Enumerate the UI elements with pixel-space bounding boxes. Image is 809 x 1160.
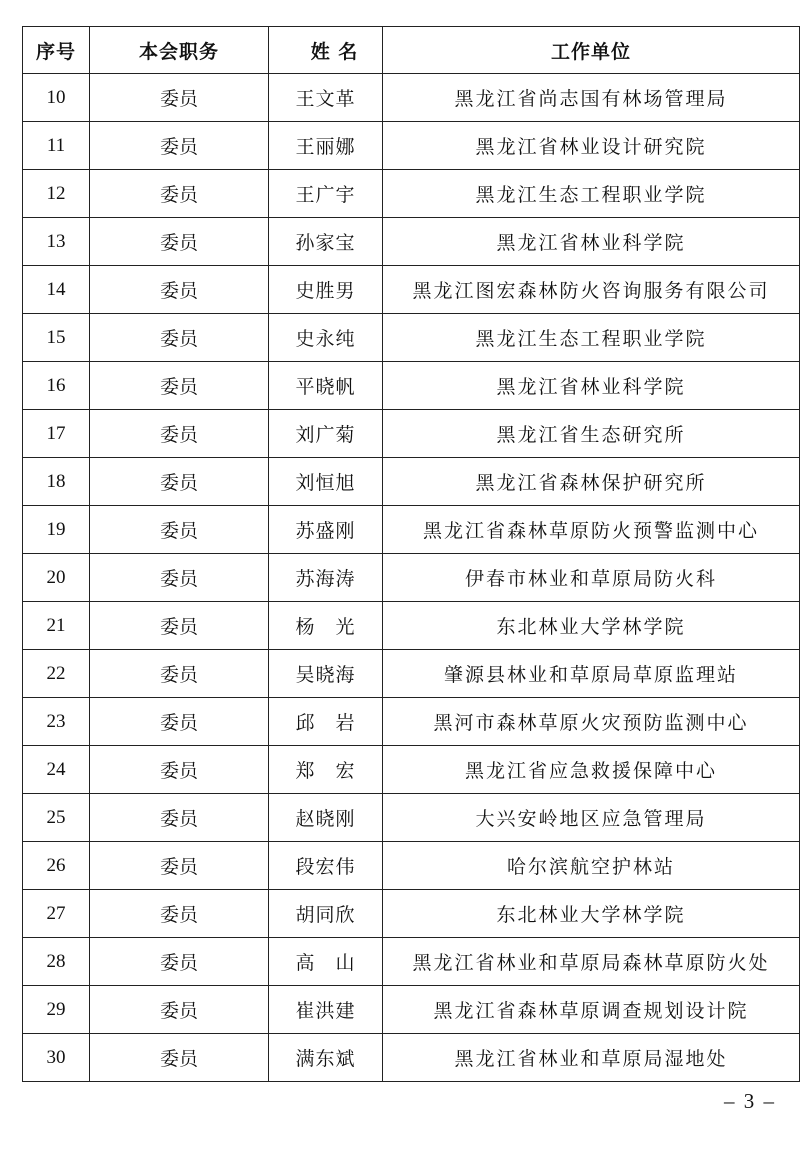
cell-name: 王丽娜 — [269, 122, 383, 170]
table-row — [23, 698, 800, 746]
cell-name: 刘广菊 — [269, 410, 383, 458]
table-row — [23, 218, 800, 266]
cell-serial-number: 25 — [23, 794, 90, 842]
cell-position: 委员 — [90, 266, 269, 314]
cell-serial-number: 17 — [23, 410, 90, 458]
table-row — [23, 266, 800, 314]
cell-serial-number: 19 — [23, 506, 90, 554]
cell-name: 史永纯 — [269, 314, 383, 362]
cell-work-unit: 黑龙江生态工程职业学院 — [383, 170, 800, 218]
cell-serial-number: 24 — [23, 746, 90, 794]
cell-work-unit: 黑龙江省尚志国有林场管理局 — [383, 74, 800, 122]
cell-name: 史胜男 — [269, 266, 383, 314]
cell-name: 段宏伟 — [269, 842, 383, 890]
cell-work-unit: 黑龙江图宏森林防火咨询服务有限公司 — [383, 266, 800, 314]
cell-name: 平晓帆 — [269, 362, 383, 410]
cell-serial-number: 26 — [23, 842, 90, 890]
cell-work-unit: 黑龙江省森林草原防火预警监测中心 — [383, 506, 800, 554]
cell-name: 崔洪建 — [269, 986, 383, 1034]
cell-work-unit: 黑龙江省生态研究所 — [383, 410, 800, 458]
cell-name: 高 山 — [269, 938, 383, 986]
cell-position: 委员 — [90, 170, 269, 218]
cell-work-unit: 黑龙江省森林草原调查规划设计院 — [383, 986, 800, 1034]
cell-position: 委员 — [90, 890, 269, 938]
cell-position: 委员 — [90, 842, 269, 890]
cell-work-unit: 黑河市森林草原火灾预防监测中心 — [383, 698, 800, 746]
cell-work-unit: 黑龙江省林业科学院 — [383, 362, 800, 410]
table-row — [23, 170, 800, 218]
cell-name: 刘恒旭 — [269, 458, 383, 506]
cell-position: 委员 — [90, 506, 269, 554]
cell-work-unit: 黑龙江省林业科学院 — [383, 218, 800, 266]
table-row — [23, 314, 800, 362]
cell-work-unit: 东北林业大学林学院 — [383, 602, 800, 650]
cell-work-unit: 黑龙江生态工程职业学院 — [383, 314, 800, 362]
cell-position: 委员 — [90, 74, 269, 122]
cell-work-unit: 黑龙江省林业和草原局森林草原防火处 — [383, 938, 800, 986]
cell-position: 委员 — [90, 314, 269, 362]
cell-serial-number: 23 — [23, 698, 90, 746]
cell-position: 委员 — [90, 122, 269, 170]
cell-position: 委员 — [90, 794, 269, 842]
cell-serial-number: 21 — [23, 602, 90, 650]
page-number: – 3 – — [724, 1089, 776, 1113]
cell-serial-number: 20 — [23, 554, 90, 602]
table-header — [23, 27, 800, 74]
cell-name: 王广宇 — [269, 170, 383, 218]
cell-serial-number: 28 — [23, 938, 90, 986]
header-serial-number: 序号 — [23, 27, 90, 74]
cell-position: 委员 — [90, 458, 269, 506]
cell-position: 委员 — [90, 650, 269, 698]
table-row — [23, 794, 800, 842]
cell-serial-number: 12 — [23, 170, 90, 218]
table-row — [23, 554, 800, 602]
cell-serial-number: 18 — [23, 458, 90, 506]
cell-position: 委员 — [90, 362, 269, 410]
cell-serial-number: 10 — [23, 74, 90, 122]
table-row — [23, 410, 800, 458]
cell-work-unit: 大兴安岭地区应急管理局 — [383, 794, 800, 842]
table-row — [23, 122, 800, 170]
header-position: 本会职务 — [90, 27, 269, 74]
cell-work-unit: 哈尔滨航空护林站 — [383, 842, 800, 890]
cell-work-unit: 黑龙江省应急救援保障中心 — [383, 746, 800, 794]
cell-serial-number: 27 — [23, 890, 90, 938]
cell-position: 委员 — [90, 746, 269, 794]
cell-name: 吴晓海 — [269, 650, 383, 698]
cell-name: 邱 岩 — [269, 698, 383, 746]
cell-serial-number: 15 — [23, 314, 90, 362]
table-body — [23, 74, 800, 1082]
cell-name: 苏海涛 — [269, 554, 383, 602]
table-row — [23, 890, 800, 938]
member-table — [22, 26, 800, 1082]
cell-position: 委员 — [90, 554, 269, 602]
cell-position: 委员 — [90, 938, 269, 986]
cell-work-unit: 伊春市林业和草原局防火科 — [383, 554, 800, 602]
cell-position: 委员 — [90, 698, 269, 746]
cell-name: 满东斌 — [269, 1034, 383, 1082]
cell-position: 委员 — [90, 602, 269, 650]
table-row — [23, 506, 800, 554]
table-row — [23, 650, 800, 698]
cell-serial-number: 11 — [23, 122, 90, 170]
cell-serial-number: 13 — [23, 218, 90, 266]
table-row — [23, 1034, 800, 1082]
table-row — [23, 74, 800, 122]
table-row — [23, 458, 800, 506]
table-row — [23, 362, 800, 410]
cell-serial-number: 14 — [23, 266, 90, 314]
header-name: 姓 名 — [269, 27, 383, 74]
cell-work-unit: 黑龙江省林业和草原局湿地处 — [383, 1034, 800, 1082]
cell-work-unit: 肇源县林业和草原局草原监理站 — [383, 650, 800, 698]
cell-position: 委员 — [90, 1034, 269, 1082]
cell-work-unit: 东北林业大学林学院 — [383, 890, 800, 938]
cell-name: 胡同欣 — [269, 890, 383, 938]
table-row — [23, 986, 800, 1034]
header-row — [23, 27, 800, 74]
table-row — [23, 938, 800, 986]
cell-position: 委员 — [90, 410, 269, 458]
cell-serial-number: 30 — [23, 1034, 90, 1082]
cell-name: 苏盛刚 — [269, 506, 383, 554]
cell-serial-number: 16 — [23, 362, 90, 410]
cell-name: 王文革 — [269, 74, 383, 122]
table-row — [23, 842, 800, 890]
cell-work-unit: 黑龙江省林业设计研究院 — [383, 122, 800, 170]
table-row — [23, 746, 800, 794]
cell-name: 杨 光 — [269, 602, 383, 650]
cell-position: 委员 — [90, 218, 269, 266]
cell-serial-number: 22 — [23, 650, 90, 698]
header-work-unit: 工作单位 — [383, 27, 800, 74]
cell-name: 赵晓刚 — [269, 794, 383, 842]
cell-work-unit: 黑龙江省森林保护研究所 — [383, 458, 800, 506]
cell-position: 委员 — [90, 986, 269, 1034]
cell-name: 郑 宏 — [269, 746, 383, 794]
cell-name: 孙家宝 — [269, 218, 383, 266]
table-row — [23, 602, 800, 650]
cell-serial-number: 29 — [23, 986, 90, 1034]
